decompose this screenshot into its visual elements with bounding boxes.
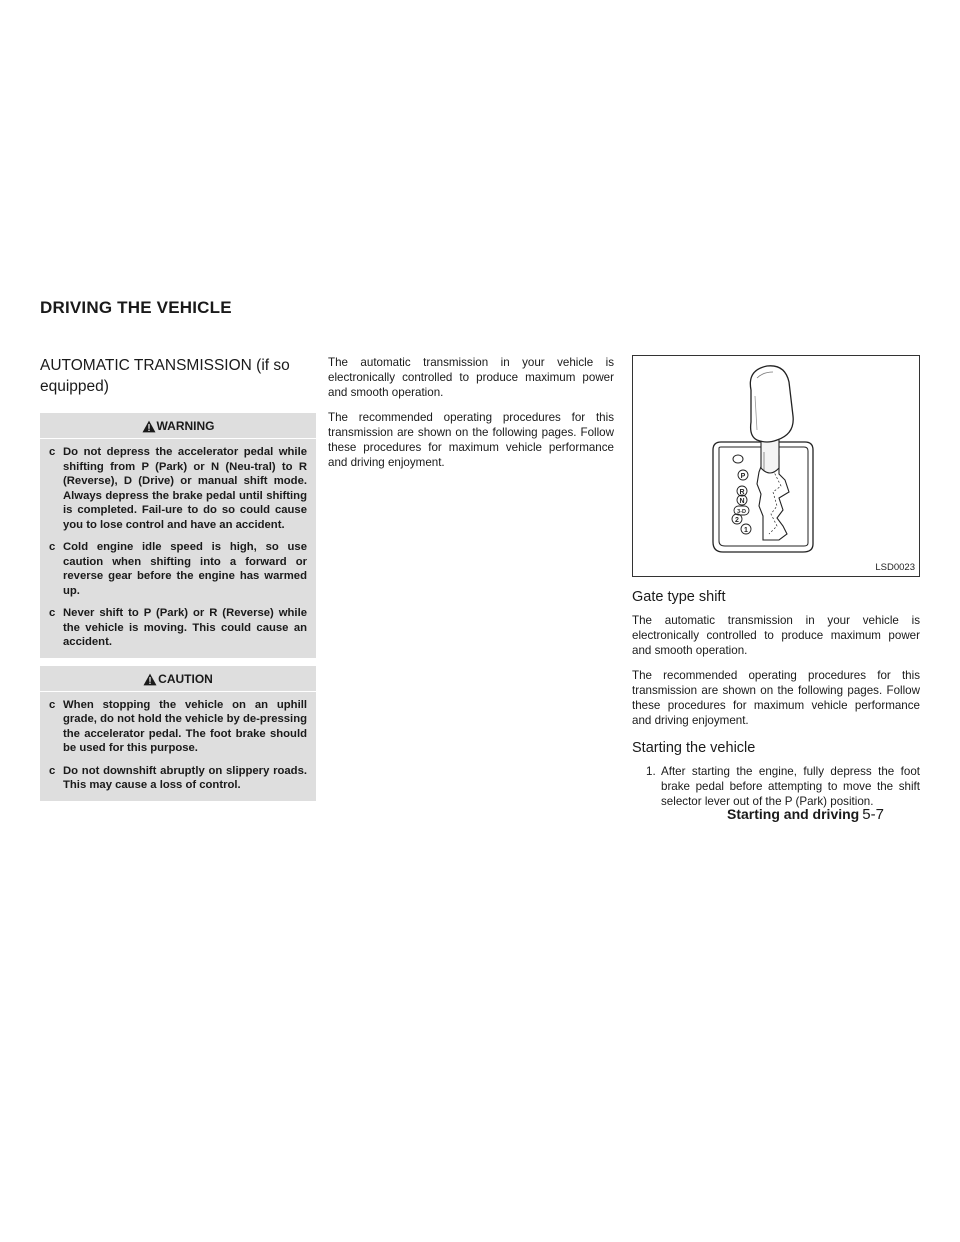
left-column	[40, 355, 316, 801]
starting-heading: Starting the vehicle	[632, 740, 756, 756]
gate-label-n: N	[739, 498, 745, 505]
page-number: 5-7	[862, 806, 884, 823]
shift-lever-illustration	[633, 356, 919, 576]
warning-label: WARNING	[156, 419, 215, 433]
caution-item: c Do not downshift abruptly on slippery roads. This may cause a loss of control.	[49, 764, 307, 791]
step-text: After starting the engine, fully depress the foot brake pedal before attempting to move the shift selector lever out of the P (Park) position.	[661, 765, 920, 808]
caution-box	[40, 666, 316, 801]
bullet: c	[49, 607, 56, 619]
middle-column	[328, 355, 614, 480]
intro-paragraph: The automatic transmission in your vehicle is electronically controlled to produce maximum power and smooth operation.	[328, 356, 614, 399]
bullet: c	[49, 541, 56, 553]
caution-item: c When stopping the vehicle on an uphill grade, do not hold the vehicle by de-pressing the accelerator pedal. The foot brake should be used for this purpose.	[49, 698, 307, 754]
gate-label-p: P	[740, 473, 746, 480]
caution-header	[40, 670, 316, 692]
warning-box	[40, 413, 316, 658]
gate-label-2: 2	[735, 517, 739, 524]
warning-icon	[142, 420, 156, 433]
bullet: c	[49, 446, 56, 458]
figure-code: LSD0023	[875, 562, 915, 573]
shift-gate-figure	[632, 355, 920, 577]
bullet: c	[49, 698, 56, 711]
gate-label-3d: 3-D	[737, 509, 746, 515]
bullet: c	[49, 764, 56, 777]
section-header: DRIVING THE VEHICLE	[40, 298, 232, 317]
step-item	[632, 764, 920, 809]
right-column	[632, 355, 920, 809]
steps-list	[632, 764, 920, 809]
caution-icon	[143, 673, 157, 686]
page-footer	[727, 806, 884, 823]
footer-section: Starting and driving	[727, 806, 860, 822]
gate-heading: Gate type shift	[632, 589, 726, 605]
warning-item: c Cold engine idle speed is high, so use caution when shifting into a forward or reverse gear before the engine has warmed up.	[49, 541, 307, 597]
warning-header	[40, 417, 316, 439]
gate-labels	[732, 470, 751, 534]
intro-paragraph: The recommended operating procedures for this transmission are shown on the following pages. Follow these procedures for maximum vehicle performance and driving enjoyment.	[328, 411, 614, 469]
caution-label: CAUTION	[158, 671, 213, 686]
gate-label-r: R	[739, 489, 745, 496]
main-heading: AUTOMATIC TRANSMISSION (if so equipped)	[40, 357, 290, 395]
gate-paragraph: The recommended operating procedures for this transmission are shown on the following pages. Follow these procedures for maximum vehicle performance and driving enjoyment.	[632, 669, 920, 727]
step-number: 1.	[646, 765, 656, 778]
warning-item: c Never shift to P (Park) or R (Reverse) while the vehicle is moving. This could cause an accident.	[49, 607, 307, 648]
gate-label-1: 1	[744, 527, 748, 534]
gate-paragraph: The automatic transmission in your vehicle is electronically controlled to produce maximum power and smooth operation.	[632, 614, 920, 657]
warning-item: c Do not depress the accelerator pedal while shifting from P (Park) or N (Neu-tral) to R (Reverse), D (Drive) or manual shift mode. Always depress the brake pedal until shifting is completed. Fail-ure to do so could cause you to lose control and have an accident.	[49, 446, 307, 531]
